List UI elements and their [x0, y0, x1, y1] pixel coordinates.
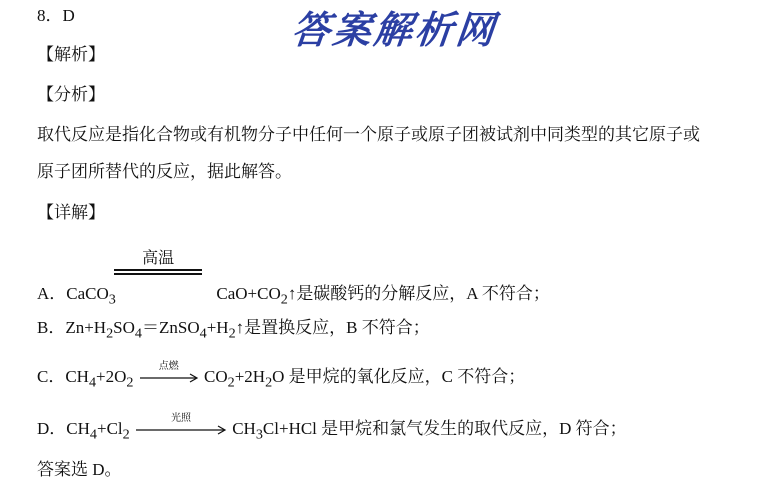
option-c-prefix: C．CH — [37, 367, 89, 386]
option-c-mid3: +2H — [234, 367, 266, 386]
option-b-mid3: +H — [206, 318, 229, 337]
option-c-sub3: 2 — [227, 374, 235, 391]
option-b-sub4: 2 — [228, 325, 236, 342]
option-a-prefix: A．CaCO — [37, 284, 109, 303]
equals-bar-top — [114, 269, 202, 271]
option-d-mid2: CH — [232, 419, 256, 438]
option-b-sub3: 4 — [199, 325, 207, 342]
option-b-sub1: 2 — [106, 325, 114, 342]
option-d-sub2: 2 — [122, 426, 130, 443]
condition-ignite: 点燃 — [158, 361, 179, 373]
option-d-sub1: 4 — [89, 426, 97, 443]
option-c-rest: O 是甲烷的氧化反应，C 不符合； — [272, 367, 526, 386]
label-fenxi: 【分析】 — [37, 85, 105, 104]
analysis-line-1: 取代反应是指化合物或有机物分子中任何一个原子或原子团被试剂中同类型的其它原子或 — [37, 125, 700, 144]
final-answer: 答案选 D。 — [37, 460, 122, 479]
high-temp-equals — [114, 250, 202, 299]
option-b-prefix: B．Zn+H — [37, 318, 107, 337]
option-c-sub1: 4 — [88, 374, 97, 391]
option-a-products: CaO+CO — [216, 284, 281, 303]
option-d-sub3: 3 — [255, 426, 263, 443]
option-b-mid2: ZnSO — [158, 318, 200, 337]
equals-bar-bottom — [114, 273, 202, 275]
equals-sign: ＝ — [141, 318, 159, 337]
option-b-rest: 是置换反应，B 不符合； — [244, 318, 430, 337]
option-d-prefix: D．CH — [37, 419, 90, 438]
option-d-rest: Cl+HCl 是甲烷和氯气发生的取代反应，D 符合； — [262, 419, 627, 438]
watermark-logo: 答案解析网 — [289, 7, 500, 52]
condition-light: 光照 — [170, 413, 191, 425]
option-a — [37, 250, 550, 309]
option-c-mid2: CO — [204, 367, 228, 386]
option-c — [37, 361, 526, 392]
up-arrow-icon: ↑ — [287, 284, 297, 303]
up-arrow-icon: ↑ — [235, 318, 245, 337]
condition-high-temp: 高温 — [142, 250, 175, 267]
option-a-rest: 是碳酸钙的分解反应，A 不符合； — [296, 284, 550, 303]
reaction-arrow-light — [136, 413, 226, 436]
option-a-sub: 3 — [108, 291, 116, 308]
option-c-sub4: 2 — [265, 374, 273, 391]
option-c-mid1: +2O — [96, 367, 127, 386]
label-detail: 【详解】 — [37, 203, 105, 222]
option-d — [37, 413, 627, 444]
analysis-line-2: 原子团所替代的反应，据此解答。 — [37, 162, 292, 181]
option-b-sub2: 4 — [134, 325, 142, 342]
reaction-arrow-ignite — [140, 361, 198, 384]
option-b — [37, 318, 430, 343]
option-d-mid1: +Cl — [96, 419, 123, 438]
option-b-mid1: SO — [113, 318, 135, 337]
label-analysis: 【解析】 — [37, 45, 105, 64]
question-number: 8．D — [37, 6, 75, 25]
right-arrow-icon — [140, 372, 198, 384]
option-c-sub2: 2 — [126, 374, 134, 391]
right-arrow-icon — [136, 424, 226, 436]
option-a-sub2: 2 — [280, 291, 288, 308]
